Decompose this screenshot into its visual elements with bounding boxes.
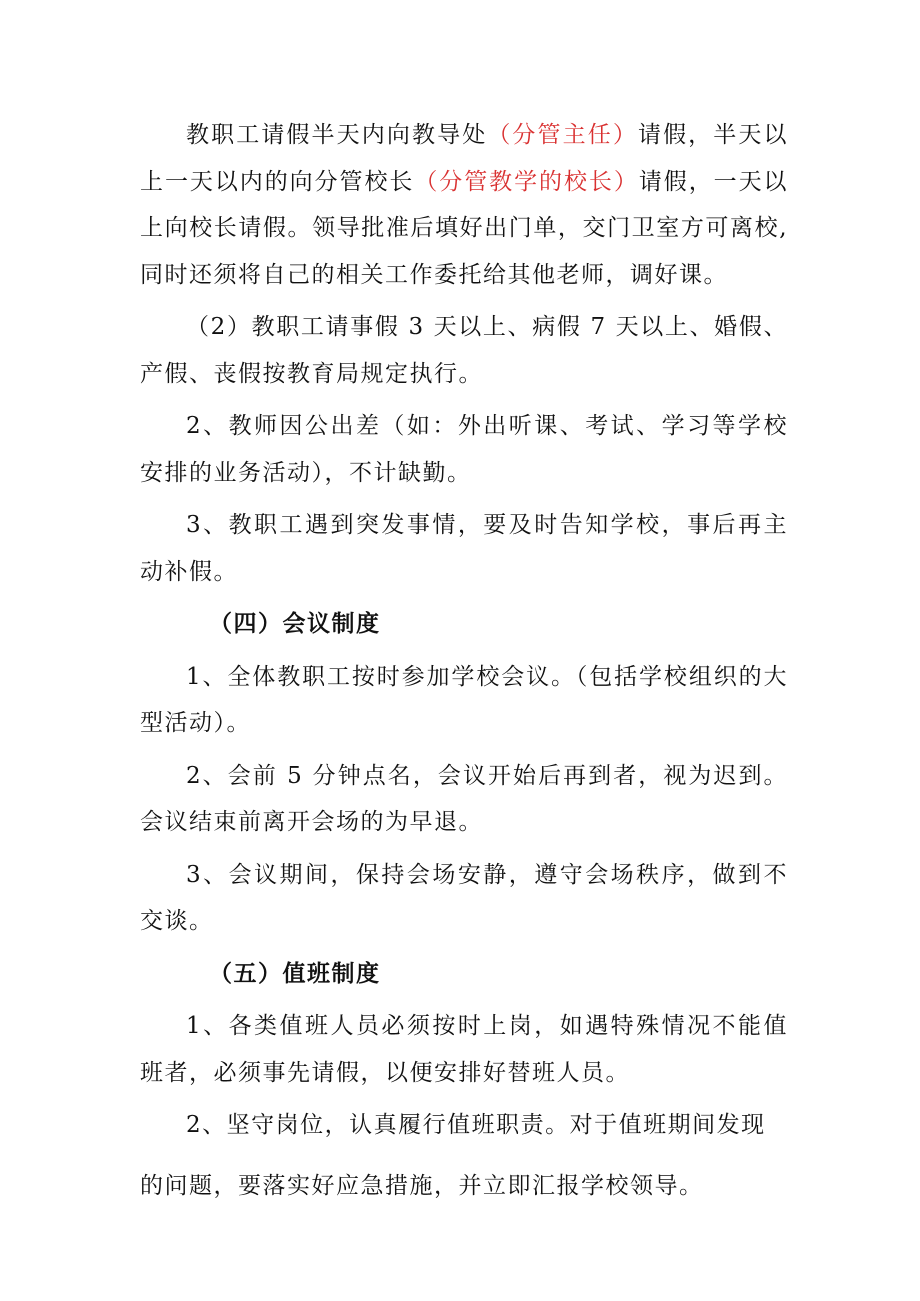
leave-approval-text-2: 请假，半天以上一天以内的向分管校长 — [140, 122, 789, 195]
paragraph-duty-report: 的问题，要落实好应急措施，并立即汇报学校领导。 — [140, 1172, 704, 1199]
section-heading-duty: （五）值班制度 — [209, 959, 381, 987]
paragraph-meeting-rollcall: 2、会前 5 分钟点名，会议开始后再到者，视为迟到。会议结束前离开会场的为早退。 — [140, 762, 788, 835]
highlight-teaching-principal: （分管教学的校长） — [414, 168, 639, 195]
paragraph-long-leave: （2）教职工请事假 3 天以上、病假 7 天以上、婚假、产假、丧假按教育局规定执行。 — [140, 314, 788, 387]
paragraph-duty-ontime: 1、各类值班人员必须按时上岗，如遇特殊情况不能值班者，必须事先请假，以便安排好替班人员。 — [140, 1013, 788, 1086]
paragraph-meeting-attendance: 1、全体教职工按时参加学校会议。（包括学校组织的大型活动）。 — [140, 663, 788, 736]
highlight-section-director: （分管主任） — [487, 122, 638, 148]
document-body — [140, 112, 788, 1209]
paragraph-business-trip: 2、教师因公出差（如：外出听课、考试、学习等学校安排的业务活动），不计缺勤。 — [140, 413, 788, 486]
paragraph-emergency: 3、教职工遇到突发事情，要及时告知学校，事后再主动补假。 — [140, 512, 788, 585]
leave-approval-text-1: 教职工请假半天内向教导处 — [186, 122, 488, 148]
section-heading-meeting: （四）会议制度 — [209, 610, 381, 637]
paragraph-meeting-order: 3、会议期间，保持会场安静，遵守会场秩序，做到不交谈。 — [140, 861, 788, 934]
paragraph-leave-approval — [140, 112, 788, 298]
leave-approval-text-3: 请假，一天以上向校长请假。领导批准后填好出门单，交门卫室方可离校,同时还须将自己的相关工作委托给其他老师，调好课。 — [140, 168, 789, 288]
paragraph-duty-post: 2、坚守岗位，认真履行值班职责。对于值班期间发现 — [186, 1112, 766, 1138]
